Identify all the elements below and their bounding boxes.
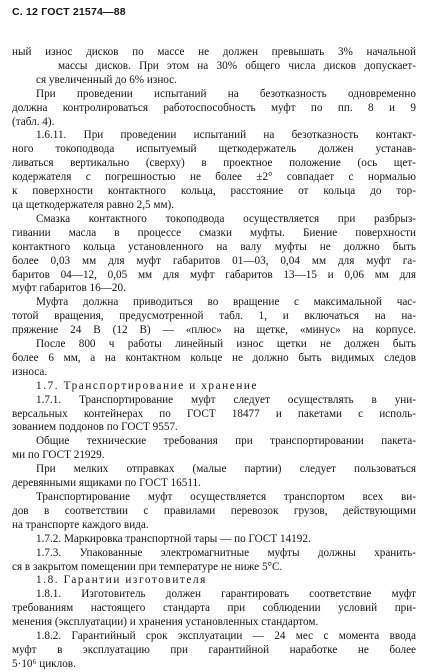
text-line: более 6 мм, а на контактном кольце не должно быть видимых следов (12, 351, 416, 364)
text-line: ный износ дисков по массе не должен превышать 3% начальной (12, 46, 416, 58)
text-line: менения (эксплуатации) и хранения установленных стандартом. (12, 616, 319, 629)
text-line: пряжение 24 В (12 В) — «плюс» на щетке, «минус» на корпусе. (12, 324, 416, 337)
text-line: дов в соответствии с правилами перевозок грузов, действующими (12, 504, 416, 517)
text-line: ца щеткодержателя равно 2,5 мм). (12, 198, 175, 211)
text-line: 1.8.2. Гарантийный срок эксплуатации — 24 мес с момента ввода (36, 630, 416, 643)
text-line: кодержателя с погрешностью не более ±2° совпадает с нормалью (12, 171, 416, 184)
text-line: муфт габаритов 16—20. (12, 282, 126, 295)
text-line: 1.7. Транспортирование и хранение (36, 379, 259, 392)
text-line: После 800 ч работы линейный износ щетки не должен быть (36, 338, 416, 351)
text-line: на транспорте каждого вида. (12, 518, 149, 531)
page-header: С. 12 ГОСТ 21574—88 (12, 6, 126, 18)
text-line: деревянными ящиками по ГОСТ 16511. (12, 477, 201, 490)
text-line: 1.6.11. При проведении испытаний на безотказность контакт- (36, 129, 416, 142)
text-line: 1.7.2. Маркировка транспортной тары — по ГОСТ 14192. (36, 532, 311, 545)
document-body (12, 46, 416, 672)
text-line: ся в закрытом помещении при температуре не ниже 5°С. (12, 560, 283, 573)
text-line: зованием поддонов по ГОСТ 9557. (12, 421, 178, 434)
text-line: должна контролироваться работоспособность муфт по пп. 8 и 9 (12, 101, 416, 114)
text-line: требованиям настоящего стандарта при соблюдении условий при- (12, 602, 416, 615)
text-line: более 0,03 мм для муфт габаритов 01—03, 0,04 мм для муфт га- (12, 254, 416, 267)
text-line: ся увеличенный до 6% износ. (36, 73, 177, 86)
text-line: муфт в эксплуатацию при гарантийной наработке не более (12, 643, 416, 656)
text-line: ми по ГОСТ 21929. (12, 449, 105, 462)
text-line: При мелких отправках (малые партии) следует пользоваться (36, 463, 416, 476)
text-line: 5·10⁶ циклов. (12, 657, 76, 670)
text-line: Смазка контактного токоподвода осуществляется при разбрыз- (36, 212, 416, 225)
text-line: тотой вращения, предусмотренной табл. 1, и включаться на на- (12, 310, 416, 323)
text-line: версальных контейнерах по ГОСТ 18477 и пакетами с исполь- (12, 407, 416, 420)
text-line: Транспортирование муфт осуществляется транспортом всех ви- (36, 491, 416, 503)
text-line: При проведении испытаний на безотказность одновременно (36, 87, 416, 100)
text-line: 1.8. Гарантии изготовителя (36, 574, 207, 587)
text-line: 1.8.1. Изготовитель должен гарантировать соответствие муфт (36, 588, 416, 601)
text-line: 1.7.1. Транспортирование муфт следует осуществлять в уни- (36, 393, 416, 406)
text-line: массы дисков. При этом на 30% общего числа дисков допускает- (58, 59, 416, 72)
text-line: 1.7.3. Упакованные электромагнитные муфты должны хранить- (36, 546, 416, 559)
text-line: (табл. 4). (12, 115, 55, 128)
text-line: контактного кольца установленного на валу муфты не должно быть (12, 240, 416, 253)
text-line: ного токоподвода испытуемый щеткодержатель должен устанав- (12, 143, 416, 156)
text-line: Общие технические требования при транспортировании пакета- (36, 435, 416, 448)
text-line: баритов 04—12, 0,05 мм для муфт габаритов 13—15 и 0,06 мм для (12, 268, 416, 281)
text-line: ливаться вертикально (сверху) в проектное положение (ось щет- (12, 157, 416, 170)
text-line: гивании масла в процессе смазки муфты. Биение поверхности (12, 226, 416, 239)
text-line: Муфта должна приводиться во вращение с максимальной час- (36, 296, 416, 309)
text-line: к поверхности контактного кольца, расстояние от кольца до тор- (12, 185, 416, 198)
text-line: износа. (12, 365, 48, 378)
